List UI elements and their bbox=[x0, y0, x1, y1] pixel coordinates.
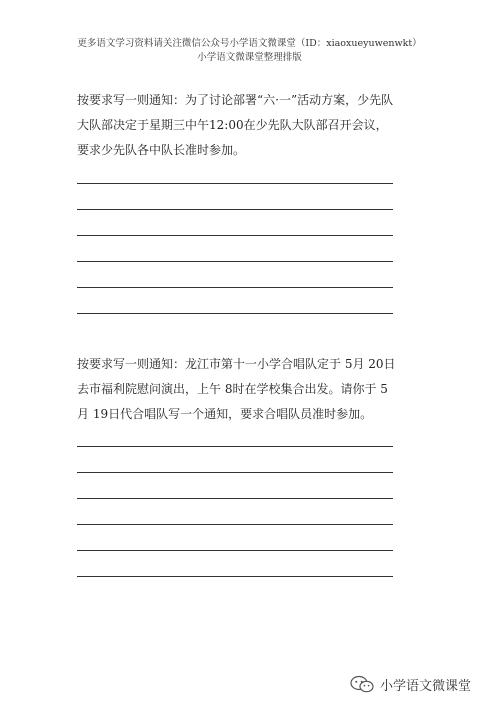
answer-line[interactable] bbox=[77, 313, 393, 314]
wechat-icon bbox=[350, 675, 374, 693]
answer-line[interactable] bbox=[77, 287, 393, 288]
task-1-prompt: 按要求写一则通知：为了讨论部署“六·一”活动方案，少先队大队部决定于星期三中午12:00在少先队大队部召开会议，要求少先队各中队长准时参加。 bbox=[77, 93, 394, 157]
watermark-text: 小学语文微课堂 bbox=[380, 678, 472, 694]
answer-line[interactable] bbox=[77, 472, 393, 473]
answer-line[interactable] bbox=[77, 261, 393, 262]
header-source-note: 更多语文学习资料请关注微信公众号小学语文微课堂（ID：xiaoxueyuwenwkt） bbox=[77, 38, 422, 49]
watermark bbox=[350, 673, 490, 695]
task-2-prompt: 按要求写一则通知：龙江市第十一小学合唱队定于 5月 20日去市福利院慰问演出，上午 8时在学校集合出发。请你于 5月 19日代合唱队写一个通知，要求合唱队员准时参加。 bbox=[77, 357, 396, 421]
answer-line[interactable] bbox=[77, 183, 393, 184]
answer-line[interactable] bbox=[77, 235, 393, 236]
answer-line[interactable] bbox=[77, 498, 393, 499]
answer-line[interactable] bbox=[77, 576, 393, 577]
answer-line[interactable] bbox=[77, 524, 393, 525]
header-subtitle: 小学语文微课堂整理排版 bbox=[197, 52, 302, 63]
answer-line[interactable] bbox=[77, 209, 393, 210]
answer-line[interactable] bbox=[77, 550, 393, 551]
answer-line[interactable] bbox=[77, 446, 393, 447]
